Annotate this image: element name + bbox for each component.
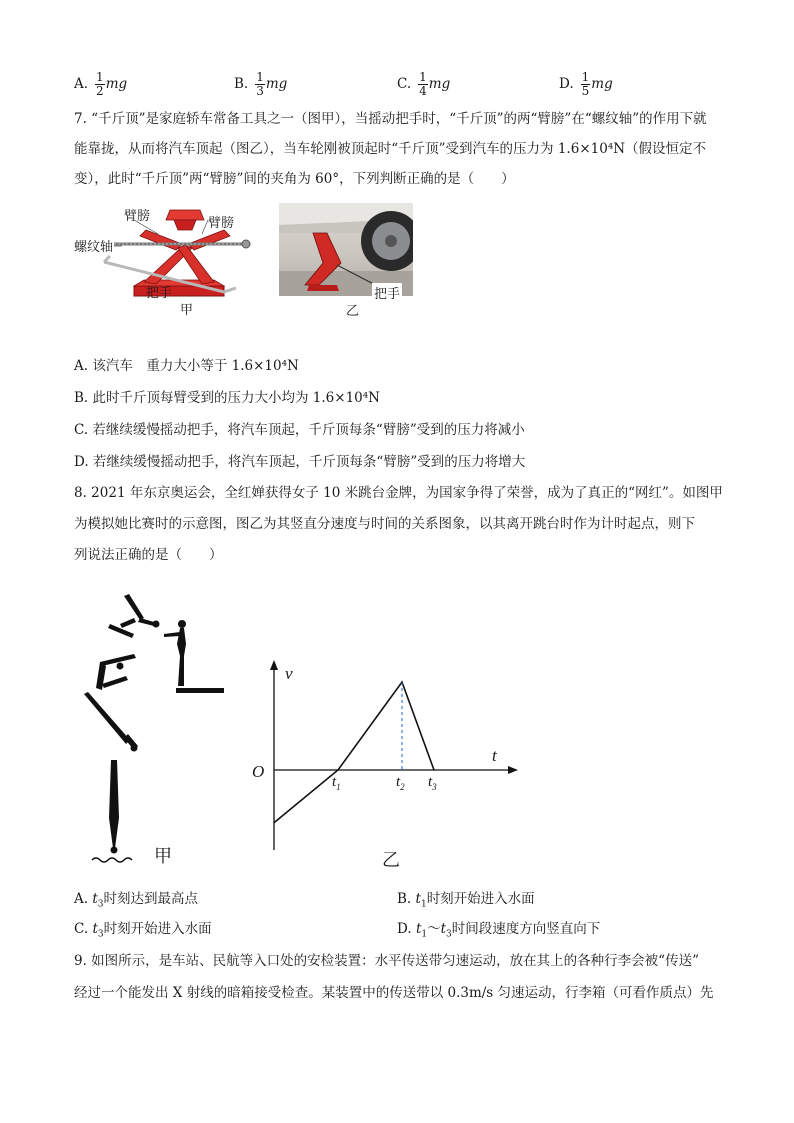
vt-chart [240, 650, 530, 870]
figure-caption-jia-diver: 甲 [154, 846, 172, 867]
q7-option-b: B. 此时千斤顶每臂受到的压力大小均为 1.6×10⁴N [74, 390, 380, 406]
velocity-series-line [274, 682, 434, 823]
y-axis-arrow [270, 660, 278, 670]
q6-option-d-label: D. [559, 76, 574, 92]
vt-chart-svg [240, 650, 530, 870]
tick-t2-sym: t [396, 774, 401, 790]
tick-t1-sym: t [332, 774, 337, 790]
q8-b-label: B. [397, 891, 412, 907]
label-arm-left: 臂膀 [124, 209, 151, 224]
q6-option-b [234, 64, 287, 104]
q8-option-a [74, 889, 198, 915]
q8-b-text: 时刻开始进入水面 [426, 891, 535, 907]
q6-option-b-unit: mg [265, 76, 288, 92]
q8-a-sym: t [92, 891, 98, 907]
q6-option-c-label: C. [397, 76, 412, 92]
tick-t3-sym: t [428, 774, 433, 790]
q7-option-d: D. 若继续缓慢摇动把手，将汽车顶起，千斤顶每条“臂膀”受到的压力将增大 [74, 454, 526, 470]
tick-t3-sub: 3 [432, 782, 437, 792]
tick-t2-sub: 2 [400, 782, 405, 792]
q7-stem-line1: 7. “千斤顶”是家庭轿车常备工具之一（图甲），当摇动把手时，“千斤顶”的两“臂膀”在“螺纹轴”的作用下就 [74, 111, 707, 127]
q8-option-b [397, 889, 535, 915]
q6-option-d-unit: mg [591, 76, 613, 92]
q8-a-sub: 3 [97, 899, 104, 910]
label-handle: 把手 [146, 286, 173, 301]
q9-stem-line1: 9. 如图所示，是车站、民航等入口处的安检装置：水平传送带匀速运动，放在其上的各种行李会被“传送” [74, 953, 699, 969]
q6-d-num: 1 [581, 69, 590, 84]
q8-stem-line3: 列说法正确的是（ ） [74, 547, 223, 563]
figure-caption-yi-chart: 乙 [382, 850, 400, 871]
q6-c-num: 1 [419, 69, 427, 84]
q8-c-sym: t [92, 921, 98, 937]
q8-c-text: 时刻开始进入水面 [103, 921, 212, 937]
tick-t1-sub: 1 [336, 782, 341, 792]
q8-stem-line2: 为模拟她比赛时的示意图，图乙为其竖直分速度与时间的关系图象，以其离开跳台时作为计时起点，则下 [74, 516, 695, 532]
tick-label-t2 [396, 774, 405, 792]
q8-c-label: C. [74, 921, 89, 937]
q6-option-a [74, 64, 127, 104]
q6-option-b-fraction [255, 71, 265, 98]
q8-b-sub: 1 [420, 899, 427, 910]
origin-label: O [252, 762, 265, 781]
q6-d-den: 5 [581, 83, 590, 98]
data-point-0 [273, 822, 275, 824]
q8-a-text: 时刻达到最高点 [103, 891, 199, 907]
q6-option-a-unit: mg [105, 76, 128, 92]
label-handle-photo: 把手 [372, 283, 402, 302]
q6-option-d-fraction [581, 71, 591, 98]
tick-label-t1 [332, 774, 341, 792]
tick-label-t3 [428, 774, 437, 792]
q8-d-text: 时间段速度方向竖直向下 [451, 921, 601, 937]
q6-b-num: 1 [256, 69, 264, 84]
q7-stem-line2: 能靠拢，从而将汽车顶起（图乙），当车轮刚被顶起时“千斤顶”受到汽车的压力为 1.6×10⁴N（假设恒定不 [74, 141, 707, 157]
q6-option-c [397, 64, 450, 104]
data-point-1 [337, 769, 339, 771]
q8-d-sub2: 3 [446, 929, 452, 940]
q8-option-d [397, 919, 600, 945]
q7-option-a: A. 该汽车 重力大小等于 1.6×10⁴N [74, 358, 299, 374]
q7-figure-jack [74, 200, 254, 320]
y-axis-label: v [285, 664, 293, 683]
q8-d-sep: ～ [427, 921, 441, 937]
q7-stem-line3: 变），此时“千斤顶”两“臂膀”间的夹角为 60°，下列判断正确的是（ ） [74, 171, 515, 187]
q8-a-label: A. [74, 891, 89, 907]
figure-caption-yi-photo: 乙 [346, 304, 360, 319]
data-point-2 [401, 681, 403, 683]
q7-option-c: C. 若继续缓慢摇动把手，将汽车顶起，千斤顶每条“臂膀”受到的压力将减小 [74, 422, 525, 438]
q8-b-sym: t [415, 891, 421, 907]
q8-d-sub: 1 [421, 929, 428, 940]
diver-silhouettes [74, 588, 234, 873]
figure-caption-jia: 甲 [180, 303, 194, 318]
x-axis-label: t [492, 746, 497, 765]
q8-d-sym: t [415, 921, 422, 937]
q6-option-d [559, 64, 613, 104]
q6-c-den: 4 [419, 83, 427, 98]
q8-option-c [74, 919, 212, 945]
label-arm-right: 臂膀 [208, 216, 235, 231]
data-point-3 [433, 769, 435, 771]
q8-c-sub: 3 [97, 929, 104, 940]
q8-figure-diver [74, 588, 234, 873]
q6-a-den: 2 [96, 83, 104, 98]
q8-stem-line1: 8. 2021 年东京奥运会，全红婵获得女子 10 米跳台金牌，为国家争得了荣誉，成为了真正的“网红”。如图甲 [74, 485, 723, 501]
q6-option-c-fraction [418, 71, 428, 98]
q6-option-a-label: A. [74, 76, 89, 92]
q8-d-label: D. [397, 921, 412, 937]
q8-d-sym2: t [440, 921, 447, 937]
q6-option-a-fraction [95, 71, 105, 98]
x-axis-arrow [508, 766, 518, 774]
q9-stem-line2: 经过一个能发出 X 射线的暗箱接受检查。某装置中的传送带以 0.3m/s 匀速运动，行李箱（可看作质点）先 [74, 985, 714, 1001]
q6-option-c-unit: mg [428, 76, 451, 92]
q6-a-num: 1 [96, 69, 104, 84]
label-screw-axis: 螺纹轴 [74, 240, 114, 255]
q6-option-b-label: B. [234, 76, 249, 92]
q6-b-den: 3 [256, 83, 264, 98]
